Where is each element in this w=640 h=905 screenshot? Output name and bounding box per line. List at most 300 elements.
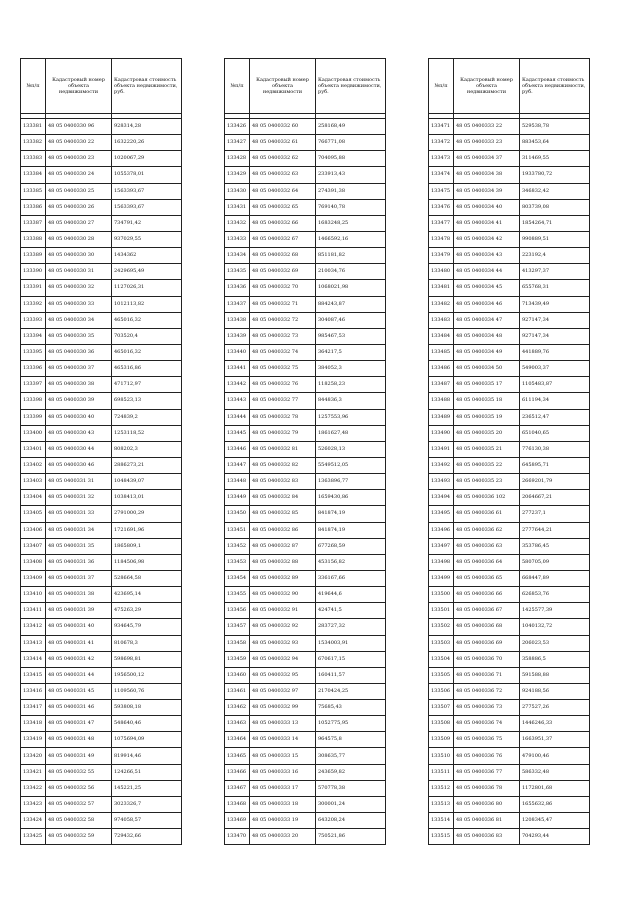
row-number: 133452 bbox=[225, 538, 250, 554]
row-number: 133382 bbox=[21, 135, 46, 151]
cadastral-number: 48 05 0400332 58 bbox=[46, 813, 112, 829]
cadastral-cost: 928314,28 bbox=[112, 119, 182, 135]
table-row bbox=[21, 796, 182, 812]
cadastral-number: 48 05 0400336 102 bbox=[454, 490, 520, 506]
row-number: 133418 bbox=[21, 716, 46, 732]
row-number: 133466 bbox=[225, 764, 250, 780]
table-row bbox=[429, 603, 590, 619]
row-number: 133467 bbox=[225, 780, 250, 796]
row-number: 133397 bbox=[21, 377, 46, 393]
cadastral-cost: 479100,46 bbox=[520, 748, 590, 764]
table-row bbox=[429, 328, 590, 344]
cadastral-number: 48 05 0400332 63 bbox=[250, 167, 316, 183]
table-row bbox=[225, 328, 386, 344]
row-number: 133419 bbox=[21, 732, 46, 748]
row-number: 133494 bbox=[429, 490, 454, 506]
row-number: 133420 bbox=[21, 748, 46, 764]
row-number: 133423 bbox=[21, 796, 46, 812]
cadastral-cost: 1861627,48 bbox=[316, 425, 386, 441]
cadastral-cost: 346832,42 bbox=[520, 183, 590, 199]
row-number: 133406 bbox=[21, 522, 46, 538]
table-row bbox=[21, 344, 182, 360]
table-row bbox=[429, 409, 590, 425]
cadastral-number: 48 05 0400330 31 bbox=[46, 264, 112, 280]
cadastral-number: 48 05 0400330 46 bbox=[46, 457, 112, 473]
row-number: 133489 bbox=[429, 409, 454, 425]
row-number: 133480 bbox=[429, 264, 454, 280]
cadastral-number: 48 05 0400336 73 bbox=[454, 700, 520, 716]
cadastral-number: 48 05 0400332 87 bbox=[250, 538, 316, 554]
cadastral-number: 48 05 0400332 99 bbox=[250, 700, 316, 716]
cadastral-number: 48 05 0400330 25 bbox=[46, 183, 112, 199]
table-row bbox=[429, 183, 590, 199]
row-number: 133445 bbox=[225, 425, 250, 441]
table-row bbox=[21, 474, 182, 490]
row-number: 133478 bbox=[429, 231, 454, 247]
cadastral-number: 48 05 0400331 49 bbox=[46, 748, 112, 764]
table-row bbox=[429, 570, 590, 586]
row-number: 133509 bbox=[429, 732, 454, 748]
cadastral-cost: 424741,5 bbox=[316, 603, 386, 619]
cadastral-number: 48 05 0400331 40 bbox=[46, 619, 112, 635]
table-row bbox=[225, 490, 386, 506]
table-row bbox=[21, 829, 182, 845]
table-row bbox=[225, 280, 386, 296]
row-number: 133415 bbox=[21, 667, 46, 683]
cadastral-number: 48 05 0400332 61 bbox=[250, 135, 316, 151]
row-number: 133461 bbox=[225, 683, 250, 699]
cadastral-cost: 851181,82 bbox=[316, 248, 386, 264]
table-row bbox=[21, 748, 182, 764]
table-row bbox=[225, 215, 386, 231]
cadastral-cost: 1663951,37 bbox=[520, 732, 590, 748]
cadastral-number: 48 05 0400331 45 bbox=[46, 683, 112, 699]
cadastral-cost: 1105483,87 bbox=[520, 377, 590, 393]
row-number: 133492 bbox=[429, 457, 454, 473]
row-number: 133455 bbox=[225, 587, 250, 603]
cadastral-number: 48 05 0400334 46 bbox=[454, 296, 520, 312]
table-row bbox=[21, 683, 182, 699]
row-number: 133505 bbox=[429, 667, 454, 683]
header-cadastral-number: Кадастровый номер объекта недвижимости bbox=[250, 59, 316, 114]
cadastral-cost: 655768,31 bbox=[520, 280, 590, 296]
table-row bbox=[225, 231, 386, 247]
cadastral-number: 48 05 0400332 56 bbox=[46, 780, 112, 796]
table-row bbox=[429, 522, 590, 538]
cadastral-cost: 465316,86 bbox=[112, 361, 182, 377]
row-number: 133443 bbox=[225, 393, 250, 409]
table-row bbox=[429, 667, 590, 683]
table-row bbox=[429, 780, 590, 796]
cadastral-number: 48 05 0400334 48 bbox=[454, 328, 520, 344]
cadastral-cost: 724839,2 bbox=[112, 409, 182, 425]
table-row bbox=[225, 587, 386, 603]
row-number: 133511 bbox=[429, 764, 454, 780]
table-row bbox=[225, 522, 386, 538]
cadastral-cost: 2886273,21 bbox=[112, 457, 182, 473]
cadastral-number: 48 05 0400336 70 bbox=[454, 651, 520, 667]
row-number: 133485 bbox=[429, 344, 454, 360]
table-row bbox=[429, 296, 590, 312]
row-number: 133488 bbox=[429, 393, 454, 409]
table-row bbox=[429, 538, 590, 554]
table-row bbox=[429, 829, 590, 845]
cadastral-cost: 1048439,07 bbox=[112, 474, 182, 490]
table-row bbox=[429, 361, 590, 377]
row-number: 133502 bbox=[429, 619, 454, 635]
row-number: 133460 bbox=[225, 667, 250, 683]
table-row bbox=[21, 328, 182, 344]
cadastral-number: 48 05 0400330 28 bbox=[46, 231, 112, 247]
cadastral-cost: 3023326,7 bbox=[112, 796, 182, 812]
cadastral-cost: 713439,49 bbox=[520, 296, 590, 312]
cadastral-number: 48 05 0400331 47 bbox=[46, 716, 112, 732]
cadastral-number: 48 05 0400331 46 bbox=[46, 700, 112, 716]
cadastral-number: 48 05 0400332 93 bbox=[250, 635, 316, 651]
table-row bbox=[225, 700, 386, 716]
row-number: 133383 bbox=[21, 151, 46, 167]
cadastral-cost: 1534003,91 bbox=[316, 635, 386, 651]
cadastral-cost: 423695,14 bbox=[112, 587, 182, 603]
table-row bbox=[225, 683, 386, 699]
cadastral-cost: 308635,77 bbox=[316, 748, 386, 764]
cadastral-cost: 2791000,29 bbox=[112, 506, 182, 522]
table-row bbox=[225, 135, 386, 151]
table-row bbox=[225, 119, 386, 135]
table-row bbox=[21, 490, 182, 506]
cadastral-number: 48 05 0400332 75 bbox=[250, 361, 316, 377]
cadastral-cost: 591588,88 bbox=[520, 667, 590, 683]
row-number: 133400 bbox=[21, 425, 46, 441]
cadastral-cost: 1655632,86 bbox=[520, 796, 590, 812]
table-row bbox=[21, 119, 182, 135]
cadastral-number: 48 05 0400335 23 bbox=[454, 474, 520, 490]
cadastral-cost: 2170424,25 bbox=[316, 683, 386, 699]
row-number: 133499 bbox=[429, 570, 454, 586]
row-number: 133464 bbox=[225, 732, 250, 748]
cadastral-cost: 1721691,96 bbox=[112, 522, 182, 538]
cadastral-number: 48 05 0400330 24 bbox=[46, 167, 112, 183]
cadastral-cost: 1075694,09 bbox=[112, 732, 182, 748]
table-row bbox=[21, 570, 182, 586]
table-row bbox=[225, 474, 386, 490]
cadastral-number: 48 05 0400336 64 bbox=[454, 554, 520, 570]
cadastral-number: 48 05 0400336 81 bbox=[454, 813, 520, 829]
cadastral-cost: 1109560,76 bbox=[112, 683, 182, 699]
row-number: 133495 bbox=[429, 506, 454, 522]
cadastral-number: 48 05 0400336 69 bbox=[454, 635, 520, 651]
table-row bbox=[429, 425, 590, 441]
cadastral-cost: 1425577,39 bbox=[520, 603, 590, 619]
table-row bbox=[21, 587, 182, 603]
table-row bbox=[429, 231, 590, 247]
table-row bbox=[429, 732, 590, 748]
header-number: №п/п bbox=[21, 59, 46, 114]
table-row bbox=[429, 748, 590, 764]
cadastral-cost: 236512,47 bbox=[520, 409, 590, 425]
cadastral-cost: 1040132,72 bbox=[520, 619, 590, 635]
cadastral-number: 48 05 0400334 37 bbox=[454, 151, 520, 167]
row-number: 133386 bbox=[21, 199, 46, 215]
row-number: 133459 bbox=[225, 651, 250, 667]
table-row bbox=[21, 716, 182, 732]
cadastral-number: 48 05 0400332 57 bbox=[46, 796, 112, 812]
row-number: 133410 bbox=[21, 587, 46, 603]
cadastral-cost: 704095,88 bbox=[316, 151, 386, 167]
header-cadastral-number: Кадастровый номер объекта недвижимости bbox=[46, 59, 112, 114]
cadastral-number: 48 05 0400332 84 bbox=[250, 490, 316, 506]
table-row bbox=[225, 796, 386, 812]
cadastral-cost: 611194,34 bbox=[520, 393, 590, 409]
cadastral-cost: 729432,66 bbox=[112, 829, 182, 845]
cadastral-cost: 304087,46 bbox=[316, 312, 386, 328]
row-number: 133425 bbox=[21, 829, 46, 845]
cadastral-number: 48 05 0400336 77 bbox=[454, 764, 520, 780]
cadastral-number: 48 05 0400335 22 bbox=[454, 457, 520, 473]
cadastral-number: 48 05 0400330 30 bbox=[46, 248, 112, 264]
table-row bbox=[429, 490, 590, 506]
row-number: 133412 bbox=[21, 619, 46, 635]
table-row bbox=[225, 151, 386, 167]
table-row bbox=[225, 780, 386, 796]
cadastral-number: 48 05 0400332 73 bbox=[250, 328, 316, 344]
cadastral-number: 48 05 0400332 66 bbox=[250, 215, 316, 231]
cadastral-number: 48 05 0400330 34 bbox=[46, 312, 112, 328]
table-row bbox=[225, 829, 386, 845]
table-row bbox=[225, 764, 386, 780]
row-number: 133435 bbox=[225, 264, 250, 280]
cadastral-cost: 453156,82 bbox=[316, 554, 386, 570]
row-number: 133446 bbox=[225, 441, 250, 457]
cadastral-number: 48 05 0400333 14 bbox=[250, 732, 316, 748]
cadastral-number: 48 05 0400336 72 bbox=[454, 683, 520, 699]
cadastral-cost: 841874,19 bbox=[316, 506, 386, 522]
cadastral-cost: 384052,3 bbox=[316, 361, 386, 377]
cadastral-cost: 884243,87 bbox=[316, 296, 386, 312]
cadastral-cost: 465016,32 bbox=[112, 344, 182, 360]
table-row bbox=[225, 732, 386, 748]
cadastral-cost: 277527,26 bbox=[520, 700, 590, 716]
cadastral-cost: 258168,49 bbox=[316, 119, 386, 135]
cadastral-table-1 bbox=[20, 58, 182, 845]
cadastral-cost: 1933780,72 bbox=[520, 167, 590, 183]
row-number: 133447 bbox=[225, 457, 250, 473]
row-number: 133390 bbox=[21, 264, 46, 280]
row-number: 133476 bbox=[429, 199, 454, 215]
table-row bbox=[225, 554, 386, 570]
cadastral-cost: 1184506,98 bbox=[112, 554, 182, 570]
cadastral-number: 48 05 0400335 17 bbox=[454, 377, 520, 393]
row-number: 133512 bbox=[429, 780, 454, 796]
row-number: 133417 bbox=[21, 700, 46, 716]
table-row bbox=[429, 248, 590, 264]
row-number: 133477 bbox=[429, 215, 454, 231]
table-row bbox=[21, 780, 182, 796]
cadastral-cost: 651040,65 bbox=[520, 425, 590, 441]
cadastral-table-3 bbox=[428, 58, 590, 845]
cadastral-cost: 243659,82 bbox=[316, 764, 386, 780]
table-row bbox=[429, 813, 590, 829]
table-row bbox=[225, 538, 386, 554]
row-number: 133429 bbox=[225, 167, 250, 183]
row-number: 133438 bbox=[225, 312, 250, 328]
cadastral-cost: 927147,34 bbox=[520, 328, 590, 344]
row-number: 133381 bbox=[21, 119, 46, 135]
cadastral-number: 48 05 0400332 88 bbox=[250, 554, 316, 570]
cadastral-cost: 776130,38 bbox=[520, 441, 590, 457]
cadastral-cost: 990889,51 bbox=[520, 231, 590, 247]
table-row bbox=[21, 183, 182, 199]
cadastral-number: 48 05 0400332 64 bbox=[250, 183, 316, 199]
row-number: 133384 bbox=[21, 167, 46, 183]
row-number: 133385 bbox=[21, 183, 46, 199]
row-number: 133474 bbox=[429, 167, 454, 183]
cadastral-cost: 1563393,67 bbox=[112, 199, 182, 215]
row-number: 133469 bbox=[225, 813, 250, 829]
cadastral-number: 48 05 0400332 83 bbox=[250, 474, 316, 490]
row-number: 133500 bbox=[429, 587, 454, 603]
table-row bbox=[21, 667, 182, 683]
cadastral-number: 48 05 0400332 79 bbox=[250, 425, 316, 441]
row-number: 133498 bbox=[429, 554, 454, 570]
row-number: 133403 bbox=[21, 474, 46, 490]
table-row bbox=[429, 344, 590, 360]
table-row bbox=[21, 361, 182, 377]
table-row bbox=[225, 748, 386, 764]
table-row bbox=[21, 409, 182, 425]
table-row bbox=[429, 151, 590, 167]
cadastral-cost: 413297,37 bbox=[520, 264, 590, 280]
table-row bbox=[21, 151, 182, 167]
cadastral-cost: 1052775,95 bbox=[316, 716, 386, 732]
table-row bbox=[429, 716, 590, 732]
cadastral-number: 48 05 0400333 23 bbox=[454, 135, 520, 151]
row-number: 133408 bbox=[21, 554, 46, 570]
cadastral-number: 48 05 0400331 39 bbox=[46, 603, 112, 619]
row-number: 133457 bbox=[225, 619, 250, 635]
row-number: 133391 bbox=[21, 280, 46, 296]
table-row bbox=[21, 215, 182, 231]
row-number: 133387 bbox=[21, 215, 46, 231]
table-row bbox=[21, 700, 182, 716]
cadastral-cost: 548640,46 bbox=[112, 716, 182, 732]
table-row bbox=[21, 619, 182, 635]
row-number: 133439 bbox=[225, 328, 250, 344]
row-number: 133440 bbox=[225, 344, 250, 360]
table-row bbox=[225, 457, 386, 473]
cadastral-number: 48 05 0400334 49 bbox=[454, 344, 520, 360]
cadastral-cost: 2669201,79 bbox=[520, 474, 590, 490]
row-number: 133405 bbox=[21, 506, 46, 522]
cadastral-number: 48 05 0400332 74 bbox=[250, 344, 316, 360]
cadastral-number: 48 05 0400334 44 bbox=[454, 264, 520, 280]
cadastral-cost: 160411,57 bbox=[316, 667, 386, 683]
table-row bbox=[21, 651, 182, 667]
cadastral-cost: 645895,71 bbox=[520, 457, 590, 473]
table-row bbox=[429, 764, 590, 780]
cadastral-cost: 677268,59 bbox=[316, 538, 386, 554]
table-row bbox=[429, 377, 590, 393]
table-row bbox=[21, 312, 182, 328]
cadastral-number: 48 05 0400336 61 bbox=[454, 506, 520, 522]
cadastral-cost: 1020067,29 bbox=[112, 151, 182, 167]
cadastral-number: 48 05 0400332 86 bbox=[250, 522, 316, 538]
cadastral-cost: 734791,42 bbox=[112, 215, 182, 231]
cadastral-number: 48 05 0400330 23 bbox=[46, 151, 112, 167]
row-number: 133434 bbox=[225, 248, 250, 264]
cadastral-number: 48 05 0400331 42 bbox=[46, 651, 112, 667]
cadastral-cost: 924188,56 bbox=[520, 683, 590, 699]
row-number: 133456 bbox=[225, 603, 250, 619]
row-number: 133513 bbox=[429, 796, 454, 812]
table-row bbox=[429, 280, 590, 296]
cadastral-cost: 643208,24 bbox=[316, 813, 386, 829]
cadastral-cost: 766771,08 bbox=[316, 135, 386, 151]
cadastral-cost: 808202,3 bbox=[112, 441, 182, 457]
cadastral-number: 48 05 0400336 66 bbox=[454, 587, 520, 603]
row-number: 133437 bbox=[225, 296, 250, 312]
table-row bbox=[429, 119, 590, 135]
cadastral-cost: 580705,09 bbox=[520, 554, 590, 570]
table-row bbox=[225, 506, 386, 522]
cadastral-cost: 233913,43 bbox=[316, 167, 386, 183]
cadastral-cost: 471712,97 bbox=[112, 377, 182, 393]
table-row bbox=[429, 683, 590, 699]
row-number: 133451 bbox=[225, 522, 250, 538]
cadastral-cost: 124266,51 bbox=[112, 764, 182, 780]
row-number: 133444 bbox=[225, 409, 250, 425]
cadastral-number: 48 05 0400335 19 bbox=[454, 409, 520, 425]
cadastral-cost: 364217,5 bbox=[316, 344, 386, 360]
cadastral-number: 48 05 0400336 71 bbox=[454, 667, 520, 683]
cadastral-cost: 5549512,05 bbox=[316, 457, 386, 473]
cadastral-number: 48 05 0400331 38 bbox=[46, 587, 112, 603]
row-number: 133389 bbox=[21, 248, 46, 264]
header-number: №п/п bbox=[429, 59, 454, 114]
cadastral-cost: 300001,24 bbox=[316, 796, 386, 812]
row-number: 133462 bbox=[225, 700, 250, 716]
cadastral-cost: 598698,81 bbox=[112, 651, 182, 667]
cadastral-number: 48 05 0400330 40 bbox=[46, 409, 112, 425]
table-row bbox=[429, 635, 590, 651]
cadastral-cost: 1683248,25 bbox=[316, 215, 386, 231]
row-number: 133430 bbox=[225, 183, 250, 199]
row-number: 133442 bbox=[225, 377, 250, 393]
cadastral-number: 48 05 0400332 69 bbox=[250, 264, 316, 280]
cadastral-number: 48 05 0400331 36 bbox=[46, 554, 112, 570]
cadastral-number: 48 05 0400336 76 bbox=[454, 748, 520, 764]
cadastral-cost: 206023,53 bbox=[520, 635, 590, 651]
table-row bbox=[225, 344, 386, 360]
cadastral-cost: 2064667,21 bbox=[520, 490, 590, 506]
cadastral-number: 48 05 0400332 82 bbox=[250, 457, 316, 473]
cadastral-number: 48 05 0400333 17 bbox=[250, 780, 316, 796]
cadastral-number: 48 05 0400336 83 bbox=[454, 829, 520, 845]
cadastral-cost: 570778,38 bbox=[316, 780, 386, 796]
table-row bbox=[429, 554, 590, 570]
cadastral-number: 48 05 0400331 31 bbox=[46, 474, 112, 490]
cadastral-number: 48 05 0400332 71 bbox=[250, 296, 316, 312]
table-row bbox=[225, 425, 386, 441]
table-row bbox=[225, 651, 386, 667]
cadastral-cost: 937029,55 bbox=[112, 231, 182, 247]
row-number: 133450 bbox=[225, 506, 250, 522]
row-number: 133468 bbox=[225, 796, 250, 812]
cadastral-cost: 1854264,71 bbox=[520, 215, 590, 231]
row-number: 133432 bbox=[225, 215, 250, 231]
row-number: 133481 bbox=[429, 280, 454, 296]
cadastral-number: 48 05 0400332 62 bbox=[250, 151, 316, 167]
